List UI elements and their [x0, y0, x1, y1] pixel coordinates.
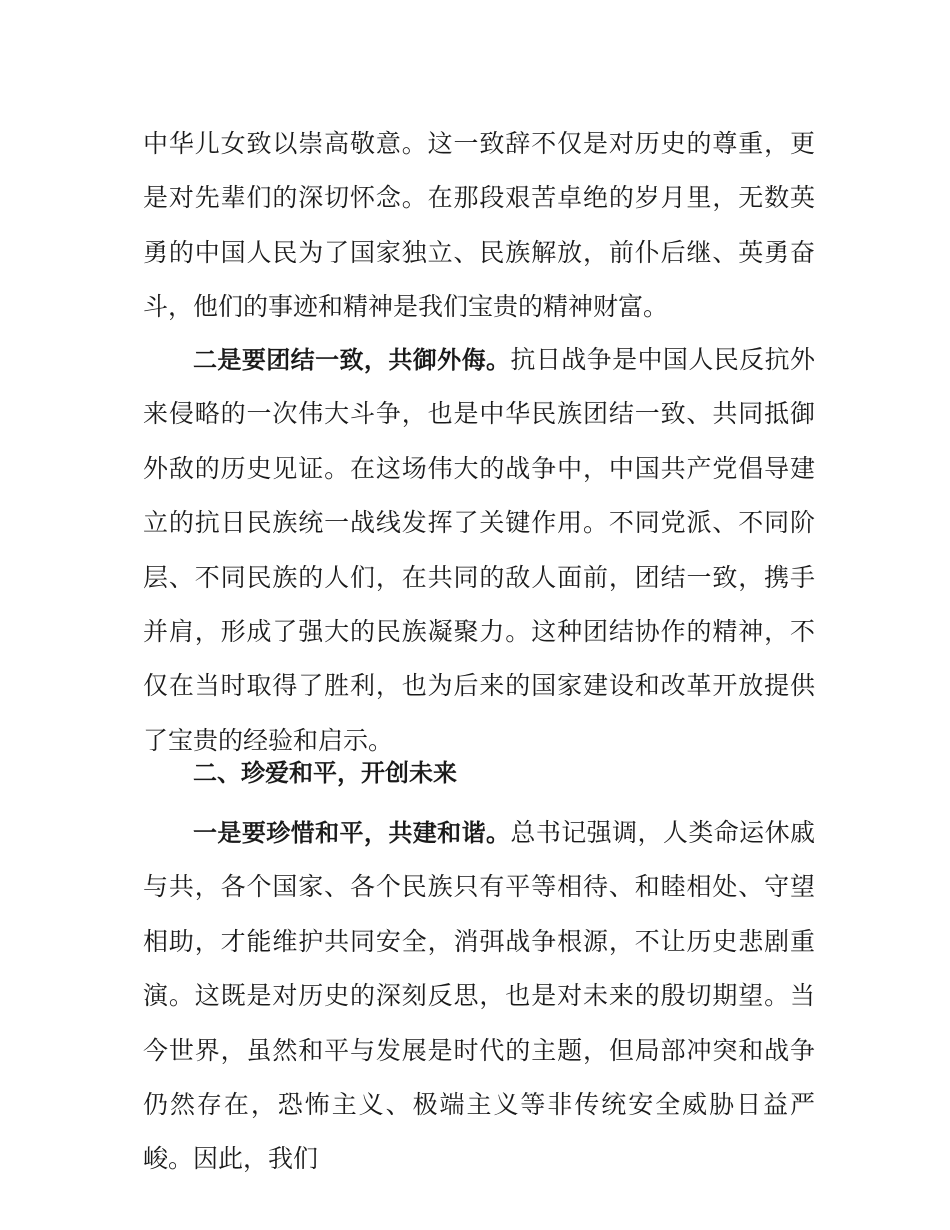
paragraph-text: 中华儿女致以崇高敬意。这一致辞不仅是对历史的尊重，更是对先辈们的深切怀念。在那段艰苦卓绝的岁月里，无数英勇的中国人民为了国家独立、民族解放，前仆后继、英勇奋斗，他们的事迹和精神是我们宝贵的精神财富。: [143, 129, 815, 322]
section-heading-text: 二、珍爱和平，开创未来: [193, 759, 457, 787]
paragraph-text: 抗日战争是中国人民反抗外来侵略的一次伟大斗争，也是中华民族团结一致、共同抵御外敌的历史见证。在这场伟大的战争中，中国共产党倡导建立的抗日民族统一战线发挥了关键作用。不同党派、不同阶层、不同民族的人们，在共同的敌人面前，团结一致，携手并肩，形成了强大的民族凝聚力。这种团结协作的精神，不仅在当时取得了胜利，也为后来的国家建设和改革开放提供了宝贵的经验和启示。: [143, 345, 815, 755]
paragraph-unity: [143, 333, 815, 768]
paragraph-text: 总书记强调，人类命运休戚与共，各个国家、各个民族只有平等相待、和睦相处、守望相助，才能维护共同安全，消弭战争根源，不让历史悲剧重演。这既是对历史的深刻反思，也是对未来的殷切期望。当今世界，虽然和平与发展是时代的主题，但局部冲突和战争仍然存在，恐怖主义、极端主义等非传统安全威胁日益严峻。因此，我们: [143, 818, 815, 1174]
paragraph-peace: [143, 806, 815, 1187]
paragraph-lead: 二是要团结一致，共御外侮。: [193, 346, 511, 374]
section-heading: [143, 746, 815, 800]
paragraph-continued: [143, 117, 815, 335]
paragraph-lead: 一是要珍惜和平，共建和谐。: [193, 819, 511, 847]
